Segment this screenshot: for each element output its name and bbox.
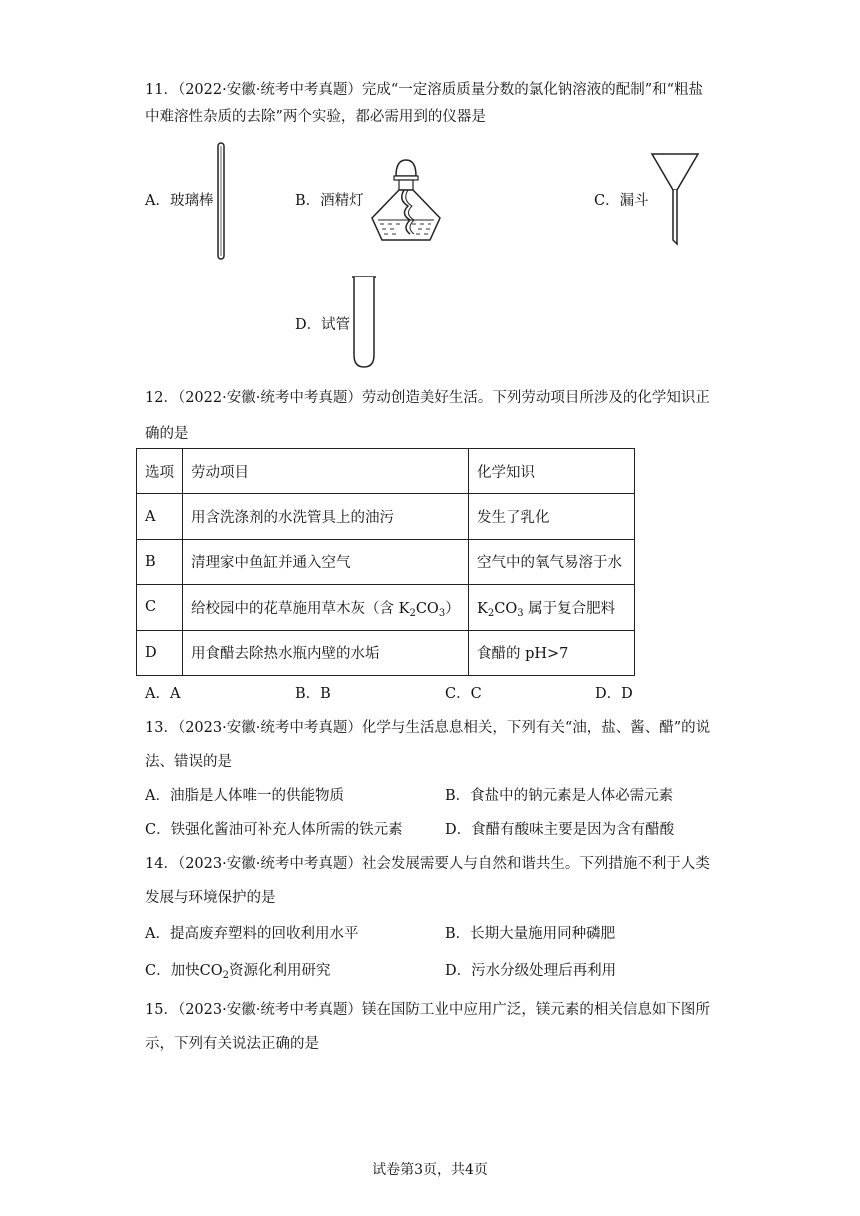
subscript: 3 [517,607,524,619]
q11-option-a: A．玻璃棒 [145,193,214,209]
table-cell-knowledge [469,585,635,630]
q14-option-b: B．长期大量施用同种磷肥 [445,926,616,942]
q12-stem-line2: 确的是 [145,426,189,442]
funnel-icon [650,152,700,246]
table-header-row [137,449,635,494]
q13-option-a: A．油脂是人体唯一的供能物质 [145,788,344,804]
table-row [137,585,635,630]
table-cell-option: D [137,630,183,675]
table-cell-project: 用食醋去除热水瓶内壁的水垢 [183,630,469,675]
q15-stem-line1: 15．（2023·安徽·统考中考真题）镁在国防工业中应用广泛，镁元素的相关信息如下图所 [145,1002,710,1018]
test-tube-icon [350,275,378,369]
formula-text: K [477,600,488,617]
formula-text: ） [445,600,460,617]
formula-text: 属于复合肥料 [523,600,616,617]
subscript: 2 [222,970,229,981]
table-row [137,630,635,675]
table-cell-option: A [137,494,183,539]
subscript: 2 [487,607,495,619]
q14-stem-line1: 14．（2023·安徽·统考中考真题）社会发展需要人与自然和谐共生。下列措施不利于人类 [145,856,710,872]
table-cell-project [183,585,469,630]
q14-option-c [145,961,330,981]
q15-stem-line2: 示，下列有关说法正确的是 [145,1036,319,1052]
q12-answer-a: A．A [145,686,181,702]
q11-option-d: D．试管 [295,317,351,333]
q11-stem-line2: 中难溶性杂质的去除”两个实验，都必需用到的仪器是 [145,109,486,125]
q12-stem-line1: 12．（2022·安徽·统考中考真题）劳动创造美好生活。下列劳动项目所涉及的化学知识正 [145,390,710,406]
q13-option-d: D．食醋有酸味主要是因为含有醋酸 [445,822,675,838]
q11-option-b: B．酒精灯 [295,193,364,209]
table-cell-knowledge: 空气中的氧气易溶于水 [469,539,635,584]
formula-text: 给校园中的花草施用草木灰（含 K [191,600,410,617]
option-text: C．加快 [145,963,200,979]
table-cell-project: 用含洗涤剂的水洗管具上的油污 [183,494,469,539]
q12-answer-d: D．D [595,686,633,702]
q14-option-d: D．污水分级处理后再利用 [445,963,617,979]
table-row [137,539,635,584]
q11-stem-line1: 11．（2022·安徽·统考中考真题）完成“一定溶质质量分数的氯化钠溶液的配制”和“粗盐 [145,82,704,98]
table-cell-project: 清理家中鱼缸并通入空气 [183,539,469,584]
q14-stem-line2: 发展与环境保护的是 [145,890,276,906]
q14-option-a: A．提高废弃塑料的回收利用水平 [145,926,359,942]
table-header-cell: 劳动项目 [183,449,469,494]
table-cell-option: C [137,585,183,630]
q11-option-c: C．漏斗 [594,193,649,209]
q13-stem-line2: 法、错误的是 [145,754,232,770]
q12-answer-b: B．B [295,686,331,702]
page-footer: 试卷第3页，共4页 [372,1162,488,1178]
q12-table [136,448,635,676]
table-cell-option: B [137,539,183,584]
q12-answer-c: C．C [445,686,482,702]
formula-text: CO [494,600,518,617]
table-row [137,494,635,539]
glass-rod-icon [215,142,227,260]
table-cell-knowledge: 发生了乳化 [469,494,635,539]
option-text: 资源化利用研究 [228,963,331,979]
q13-stem-line1: 13．（2023·安徽·统考中考真题）化学与生活息息相关，下列有关“油，盐、酱、醋”的说 [145,720,711,736]
q13-option-b: B．食盐中的钠元素是人体必需元素 [445,788,674,804]
table-header-cell: 化学知识 [469,449,635,494]
table-header-cell: 选项 [137,449,183,494]
alcohol-lamp-icon [366,158,446,242]
table-cell-knowledge: 食醋的 pH>7 [469,630,635,675]
q13-option-c: C．铁强化酱油可补充人体所需的铁元素 [145,822,403,838]
formula-text: CO [415,600,439,617]
formula-text: CO [199,963,223,979]
subscript: 2 [409,607,416,619]
subscript: 3 [438,607,446,619]
